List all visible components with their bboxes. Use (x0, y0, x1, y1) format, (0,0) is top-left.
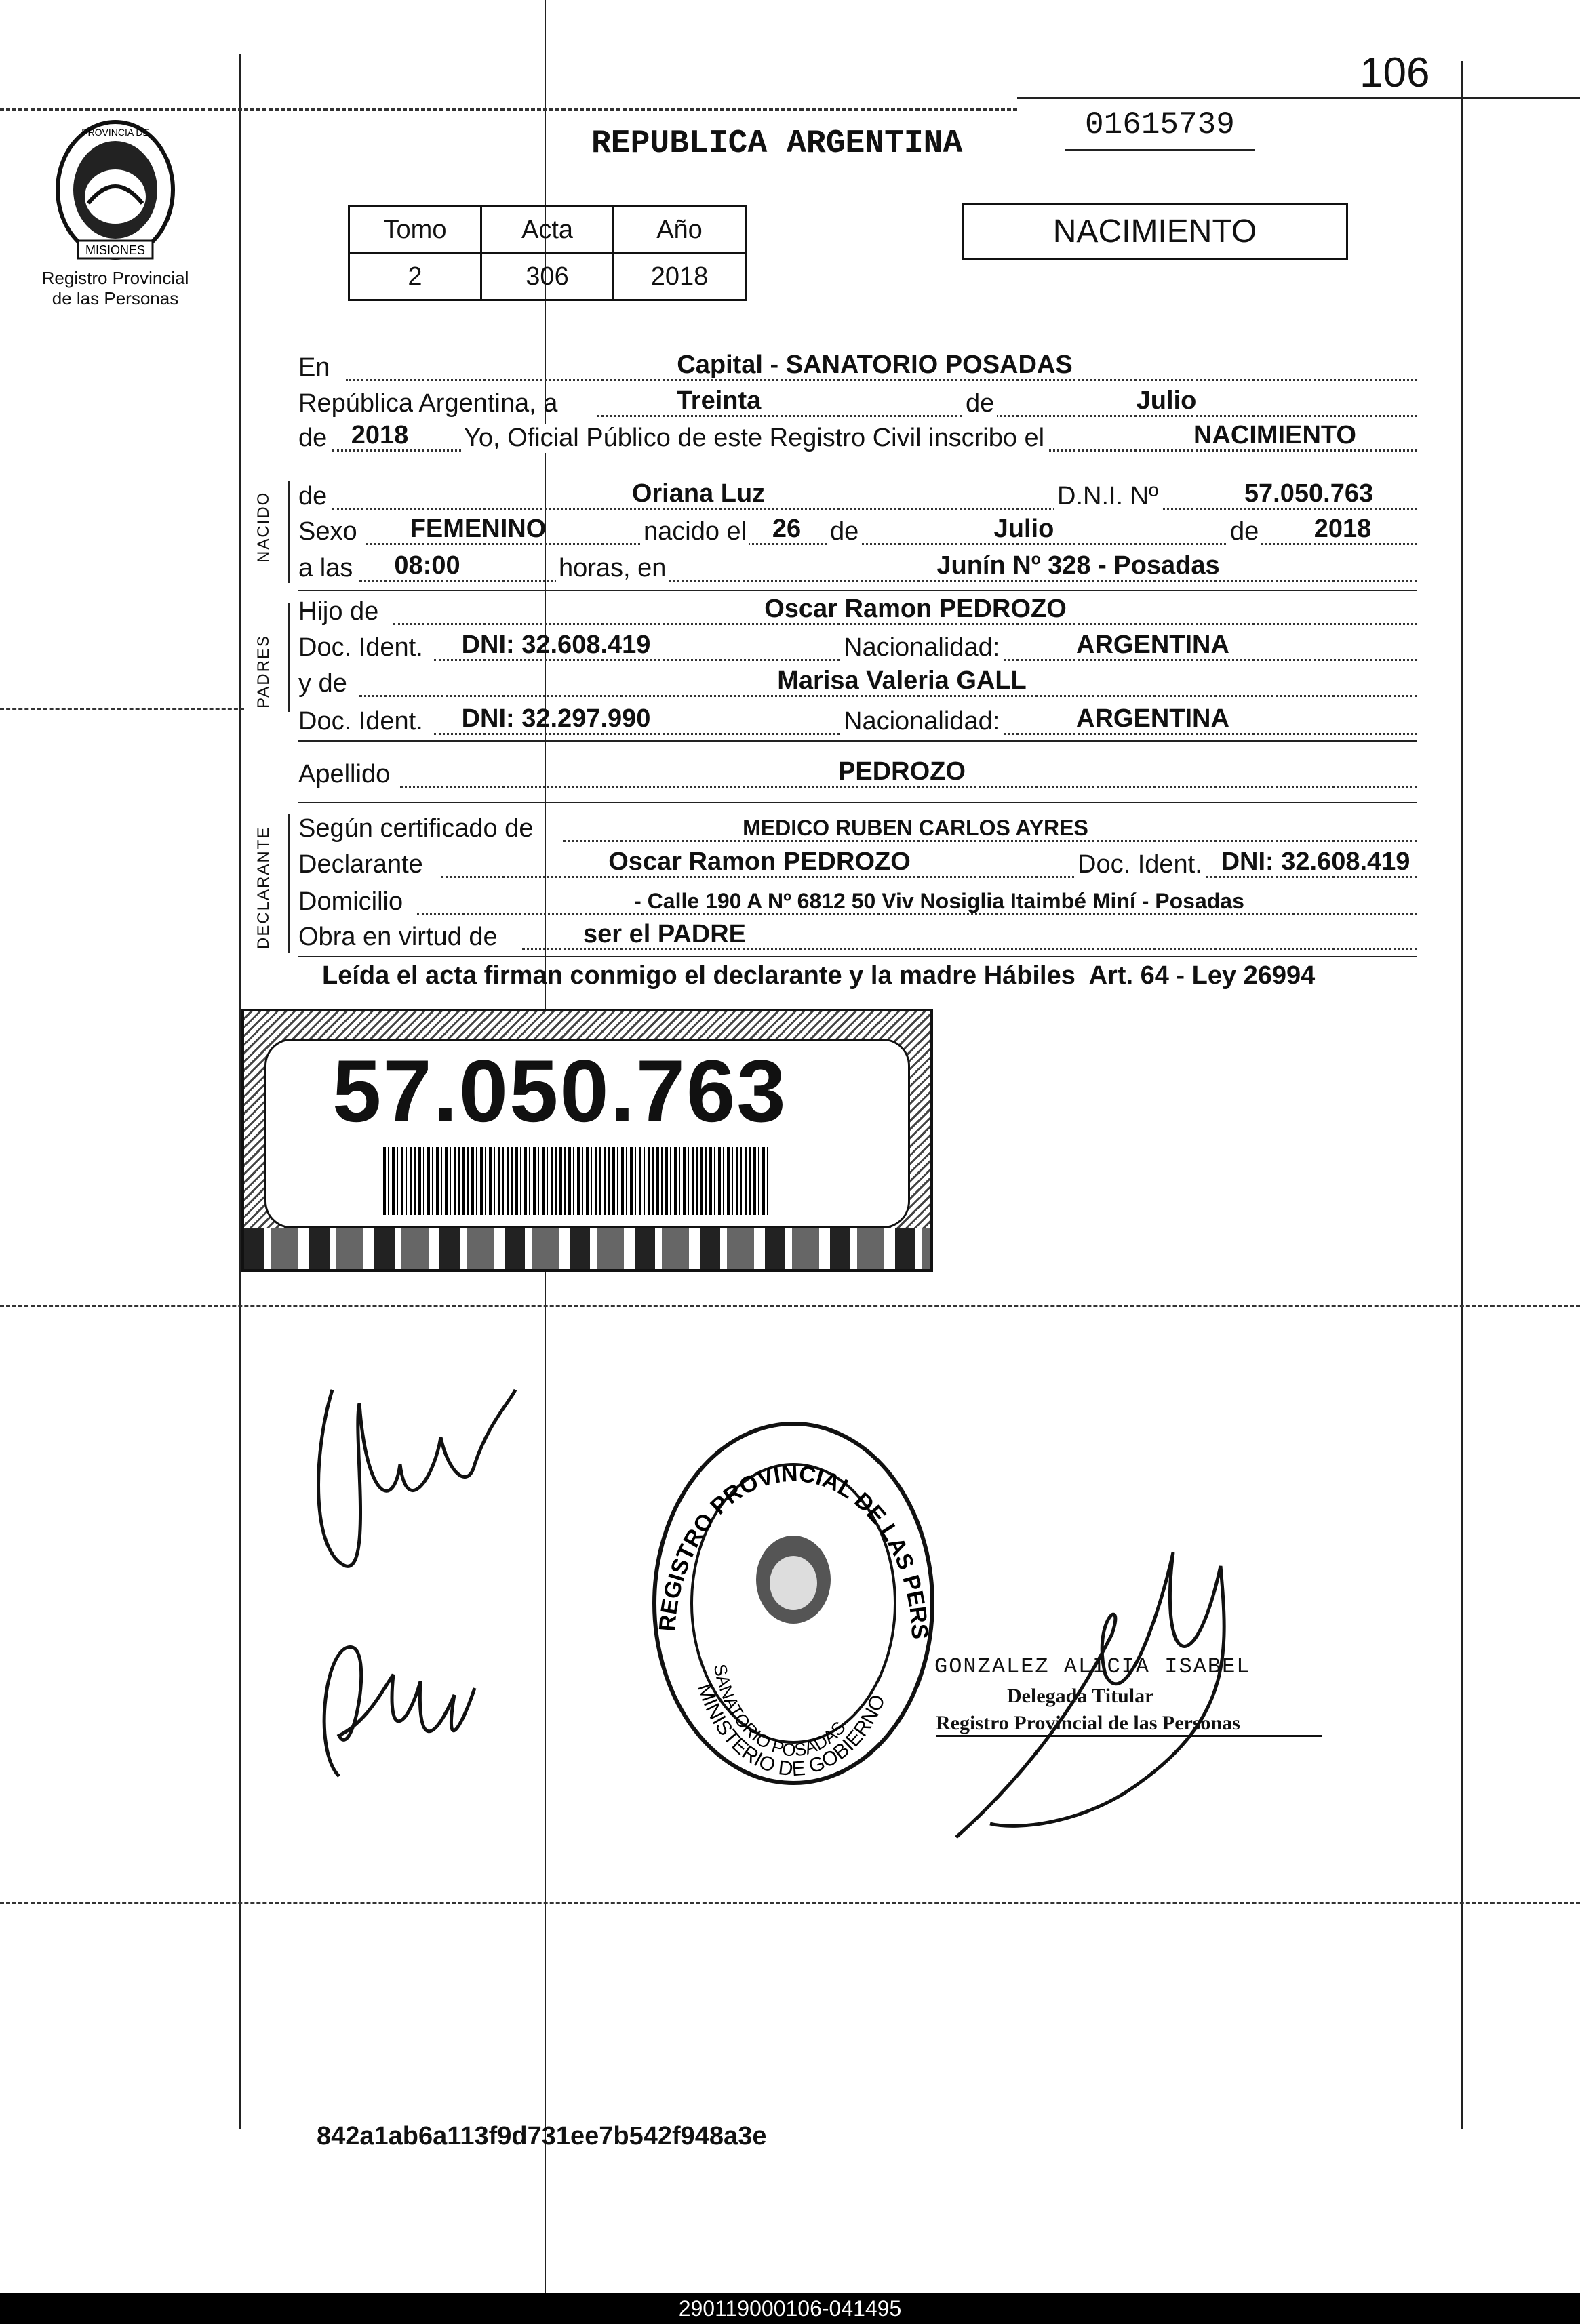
label-segun-certificado: Según certificado de (298, 814, 534, 843)
country-title: REPUBLICA ARGENTINA (591, 125, 963, 162)
value-madre: Marisa Valeria GALL (777, 666, 1027, 695)
side-label-declarante: DECLARANTE (254, 826, 273, 949)
label-doc-ident-2: Doc. Ident. (298, 707, 423, 736)
crest-top-label: PROVINCIA DE (81, 127, 149, 138)
table-value-acta: 306 (481, 254, 614, 300)
declarant-signature (285, 1363, 542, 1590)
seal-outer-label: REGISTRO PROVINCIAL DE LAS PERS (654, 1460, 933, 1640)
value-madre-doc: DNI: 32.297.990 (461, 704, 651, 733)
signatory-office: Registro Provincial de las Personas (936, 1712, 1322, 1737)
value-declarante-doc: DNI: 32.608.419 (1221, 847, 1410, 876)
label-nacido-el: nacido el (641, 517, 749, 546)
label-doc-ident-3: Doc. Ident. (1075, 850, 1205, 879)
row-certificado (298, 807, 1417, 847)
control-number: 01615739 (1085, 107, 1235, 142)
label-republica: República Argentina, a (298, 389, 558, 418)
stamp-pattern-strip (244, 1228, 930, 1269)
value-padre-doc: DNI: 32.608.419 (461, 630, 651, 659)
value-dia-acta: Treinta (676, 386, 762, 415)
value-sexo: FEMENINO (410, 515, 547, 543)
top-dashed-rule (0, 108, 1017, 111)
crest-bottom-label: MISIONES (85, 243, 146, 257)
row-doc-padre (298, 626, 1417, 666)
record-table (348, 205, 747, 301)
label-sexo: Sexo (298, 517, 357, 546)
official-seal (648, 1417, 939, 1790)
mid-dashed-rule-2 (0, 1305, 1580, 1307)
row-domicilio (298, 880, 1417, 921)
label-declarante: Declarante (298, 850, 423, 879)
seal-bottom-label: MINISTERIO DE GOBIERNO (693, 1681, 890, 1781)
row-sexo (298, 510, 1417, 550)
label-y-de: y de (298, 669, 347, 698)
value-declarante: Oscar Ramon PEDROZO (608, 847, 911, 876)
row-inscripcion (298, 416, 1417, 457)
value-nombre: Oriana Luz (631, 479, 766, 508)
label-yo-oficial: Yo, Oficial Público de este Registro Civil inscribo el (461, 424, 1047, 453)
dni-stamp (241, 1009, 933, 1272)
side-label-nacido: NACIDO (254, 491, 273, 563)
label-hijo-de: Hijo de (298, 597, 379, 626)
bottom-dashed-rule (0, 1902, 1580, 1904)
apellido-rule (298, 802, 1417, 803)
label-nacionalidad-1: Nacionalidad: (841, 633, 1002, 662)
label-de-4: de (827, 517, 861, 546)
table-value-anio: 2018 (614, 254, 746, 300)
table-header-acta: Acta (481, 207, 614, 254)
row-y-de (298, 662, 1417, 702)
value-anio-acta: 2018 (351, 421, 409, 449)
label-de-3: de (298, 482, 328, 510)
label-domicilio: Domicilio (298, 887, 403, 916)
act-type-box (962, 203, 1348, 260)
row-virtud (298, 915, 1417, 956)
value-virtud: ser el PADRE (582, 920, 747, 948)
padres-section-rule (298, 740, 1417, 742)
row-apellido (298, 753, 1417, 793)
label-apellido: Apellido (298, 760, 391, 788)
label-dni: D.N.I. Nº (1054, 482, 1161, 511)
value-dia-nacimiento: 26 (772, 515, 802, 543)
mid-dashed-rule-1 (0, 708, 244, 710)
nacido-bracket (288, 481, 290, 583)
side-label-padres: PADRES (254, 635, 273, 708)
value-apellido: PEDROZO (838, 757, 966, 786)
label-en: En (298, 353, 330, 382)
declarante-section-rule (298, 956, 1417, 957)
table-value-tomo: 2 (349, 254, 481, 300)
footer-bar (0, 2293, 1580, 2324)
label-de-2: de (298, 424, 328, 452)
signatory-role: Delegada Titular (1007, 1685, 1154, 1707)
value-mes-acta: Julio (1136, 386, 1197, 415)
declarante-bracket (288, 814, 290, 953)
control-number-field (1065, 102, 1255, 151)
table-header-tomo: Tomo (349, 207, 481, 254)
province-crest (41, 115, 190, 271)
label-a-las: a las (298, 554, 353, 582)
row-en (298, 346, 1417, 386)
label-de-1: de (963, 389, 997, 418)
padres-bracket (288, 603, 290, 712)
row-declarante (298, 843, 1417, 883)
value-padre-nacionalidad: ARGENTINA (1076, 630, 1229, 659)
page-number: 106 (1360, 49, 1430, 96)
value-certificado: MEDICO RUBEN CARLOS AYRES (743, 816, 1088, 840)
value-domicilio: - Calle 190 A Nº 6812 50 Viv Nosiglia Itaimbé Miní - Posadas (634, 889, 1244, 913)
left-margin-line (239, 54, 241, 2129)
seal-inner-label: SANATORIO POSADAS (709, 1662, 850, 1761)
value-hora: 08:00 (394, 551, 460, 580)
signatory-name: GONZALEZ ALICIA ISABEL (934, 1654, 1251, 1679)
value-tipo-inscripcion: NACIMIENTO (1193, 421, 1356, 449)
row-hijo-de (298, 590, 1417, 630)
top-rule (1017, 97, 1580, 99)
label-de-5: de (1227, 517, 1261, 546)
label-obra-en-virtud: Obra en virtud de (298, 923, 498, 951)
row-hora (298, 546, 1417, 587)
value-lugar-nacimiento: Junín Nº 328 - Posadas (936, 551, 1220, 580)
barcode (383, 1147, 770, 1215)
right-margin-line (1461, 61, 1463, 2129)
label-horas-en: horas, en (556, 554, 669, 583)
reading-note: Leída el acta firman conmigo el declarante y la madre Hábiles Art. 64 - Ley 26994 (322, 961, 1316, 990)
row-nombre (298, 475, 1417, 515)
value-mes-nacimiento: Julio (993, 515, 1054, 543)
table-header-anio: Año (614, 207, 746, 254)
row-doc-madre (298, 700, 1417, 740)
mother-signature (298, 1614, 488, 1820)
registry-name: Registro Provincial de las Personas (41, 268, 189, 308)
footer-code: 290119000106-041495 (678, 2296, 902, 2321)
label-nacionalidad-2: Nacionalidad: (841, 707, 1002, 736)
act-type: NACIMIENTO (1052, 214, 1257, 249)
dni-stamp-number: 57.050.763 (332, 1041, 787, 1140)
value-lugar: Capital - SANATORIO POSADAS (677, 350, 1073, 379)
document-hash: 842a1ab6a113f9d731ee7b542f948a3e (317, 2122, 767, 2150)
label-doc-ident-1: Doc. Ident. (298, 633, 423, 662)
value-anio-nacimiento: 2018 (1314, 515, 1372, 543)
value-dni: 57.050.763 (1244, 479, 1374, 508)
value-padre: Oscar Ramon PEDROZO (764, 595, 1067, 623)
value-madre-nacionalidad: ARGENTINA (1076, 704, 1229, 733)
